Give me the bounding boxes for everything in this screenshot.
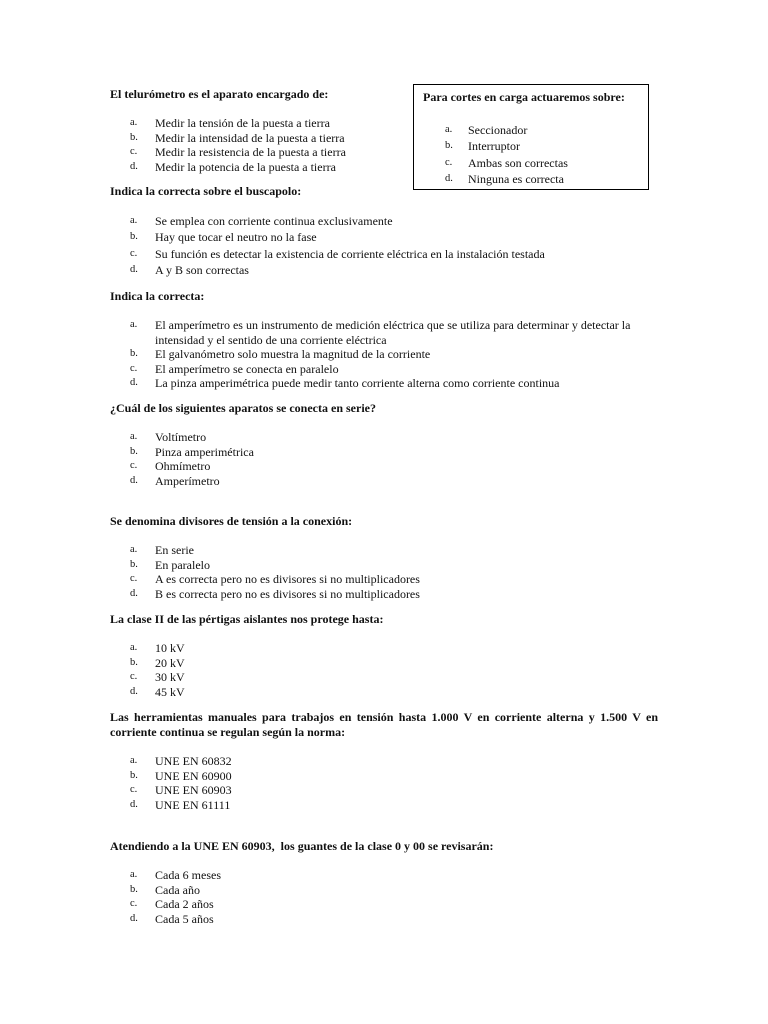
option-letter: b. bbox=[130, 769, 138, 781]
option-text: Medir la potencia de la puesta a tierra bbox=[155, 159, 336, 174]
option-letter: c. bbox=[130, 671, 138, 682]
option-text: En serie bbox=[155, 543, 194, 557]
question-buscapolo bbox=[110, 184, 658, 278]
question-title: Indica la correcta sobre el buscapolo: bbox=[110, 184, 302, 198]
option-text: Ambas son correctas bbox=[468, 155, 568, 170]
question-indica-la-correcta bbox=[110, 289, 658, 391]
option-item bbox=[110, 783, 658, 798]
question-pertigas-clase-ii bbox=[110, 612, 658, 699]
option-item bbox=[110, 868, 658, 883]
option-letter: b. bbox=[130, 348, 138, 359]
option-text: Cada 5 años bbox=[155, 911, 214, 926]
option-text: El galvanómetro solo muestra la magnitud de la corriente bbox=[155, 347, 431, 361]
option-text: Cada año bbox=[155, 882, 200, 897]
option-text: Su función es detectar la existencia de corriente eléctrica en la instalación testada bbox=[155, 246, 545, 261]
option-letter: a. bbox=[130, 319, 138, 330]
option-letter: d. bbox=[130, 685, 138, 697]
option-text: La pinza amperimétrica puede medir tanto corriente alterna como corriente continua bbox=[155, 376, 560, 390]
option-item bbox=[110, 685, 658, 700]
option-list bbox=[110, 430, 658, 488]
option-text: 45 kV bbox=[155, 684, 185, 699]
option-letter: a. bbox=[130, 755, 138, 766]
option-item bbox=[110, 459, 658, 474]
option-text: UNE EN 60832 bbox=[155, 754, 232, 768]
question-telurometro bbox=[110, 87, 400, 174]
option-letter: b. bbox=[130, 656, 138, 668]
option-letter: d. bbox=[130, 474, 138, 486]
option-item bbox=[110, 897, 658, 912]
option-letter: c. bbox=[130, 573, 138, 584]
option-text: UNE EN 60903 bbox=[155, 783, 232, 797]
option-text: A es correcta pero no es divisores si no multiplicadores bbox=[155, 572, 420, 586]
option-text: Voltímetro bbox=[155, 430, 207, 444]
option-letter: c. bbox=[130, 146, 138, 157]
option-list bbox=[110, 543, 658, 601]
option-letter: a. bbox=[130, 215, 138, 226]
option-item bbox=[110, 445, 658, 460]
question-title: ¿Cuál de los siguientes aparatos se conecta en serie? bbox=[110, 401, 376, 415]
option-text: A y B son correctas bbox=[155, 262, 249, 277]
option-text: UNE EN 60900 bbox=[155, 768, 232, 783]
option-item bbox=[110, 347, 658, 362]
option-item bbox=[110, 131, 400, 146]
option-text: Medir la intensidad de la puesta a tierra bbox=[155, 130, 345, 145]
option-item bbox=[423, 155, 648, 171]
question-guantes-une-en-60903 bbox=[110, 839, 658, 926]
option-item bbox=[110, 587, 658, 602]
option-item bbox=[423, 122, 648, 138]
option-text: Ohmímetro bbox=[155, 459, 211, 473]
option-letter: c. bbox=[130, 784, 138, 795]
option-item bbox=[110, 656, 658, 671]
option-text: UNE EN 61111 bbox=[155, 797, 231, 812]
option-letter: d. bbox=[130, 377, 138, 388]
option-item bbox=[110, 769, 658, 784]
option-item bbox=[110, 430, 658, 445]
option-letter: b. bbox=[130, 883, 138, 895]
option-list bbox=[110, 318, 658, 391]
option-letter: c. bbox=[130, 898, 138, 909]
option-item bbox=[110, 362, 658, 377]
option-list bbox=[423, 122, 648, 187]
option-text: Cada 6 meses bbox=[155, 868, 221, 882]
option-item bbox=[110, 670, 658, 685]
option-letter: a. bbox=[130, 544, 138, 555]
option-text: 20 kV bbox=[155, 655, 185, 670]
option-letter: b. bbox=[130, 131, 138, 143]
option-text: En paralelo bbox=[155, 557, 210, 572]
option-item bbox=[110, 798, 658, 813]
option-letter: a. bbox=[130, 431, 138, 442]
option-item bbox=[110, 572, 658, 587]
option-text: Seccionador bbox=[468, 123, 528, 137]
option-letter: d. bbox=[130, 263, 138, 275]
option-text: Se emplea con corriente continua exclusivamente bbox=[155, 214, 393, 228]
option-item bbox=[110, 641, 658, 656]
option-item bbox=[110, 213, 658, 229]
question-box-cortes-en-carga bbox=[413, 84, 649, 190]
option-item bbox=[110, 376, 658, 391]
option-letter: b. bbox=[445, 140, 453, 152]
question-title: Las herramientas manuales para trabajos en tensión hasta 1.000 V en corriente alterna y 1.500 V en corriente continua se regulan según la norma: bbox=[110, 710, 658, 739]
option-text: B es correcta pero no es divisores si no multiplicadores bbox=[155, 586, 420, 601]
option-text: Cada 2 años bbox=[155, 897, 214, 911]
option-text: Amperímetro bbox=[155, 473, 220, 488]
option-item bbox=[110, 229, 658, 245]
option-letter: a. bbox=[130, 642, 138, 653]
option-letter: d. bbox=[130, 912, 138, 924]
option-text: Pinza amperimétrica bbox=[155, 444, 254, 459]
option-letter: a. bbox=[130, 117, 138, 128]
option-letter: d. bbox=[130, 798, 138, 810]
option-text: El amperímetro es un instrumento de medición eléctrica que se utiliza para determinar y detectar la intensidad y el sentido de una corriente eléctrica bbox=[155, 318, 631, 347]
option-letter: c. bbox=[130, 247, 138, 259]
option-letter: a. bbox=[130, 869, 138, 880]
option-item bbox=[110, 246, 658, 262]
option-list bbox=[110, 213, 658, 278]
option-letter: b. bbox=[130, 231, 138, 243]
question-conecta-en-serie bbox=[110, 401, 658, 488]
option-letter: d. bbox=[130, 587, 138, 599]
question-title: La clase II de las pértigas aislantes nos protege hasta: bbox=[110, 612, 384, 626]
option-item bbox=[110, 912, 658, 927]
option-item bbox=[110, 318, 658, 347]
option-item bbox=[110, 145, 400, 160]
question-title: Para cortes en carga actuaremos sobre: bbox=[423, 90, 625, 104]
option-item bbox=[110, 116, 400, 131]
option-item bbox=[423, 138, 648, 154]
question-herramientas-manuales bbox=[110, 710, 658, 812]
question-title: El telurómetro es el aparato encargado de: bbox=[110, 87, 329, 101]
option-text: El amperímetro se conecta en paralelo bbox=[155, 361, 339, 376]
option-item bbox=[110, 543, 658, 558]
question-divisores-de-tension bbox=[110, 514, 658, 601]
option-letter: b. bbox=[130, 558, 138, 570]
option-list bbox=[110, 868, 658, 926]
option-item bbox=[110, 474, 658, 489]
option-letter: d. bbox=[445, 172, 453, 184]
option-text: 30 kV bbox=[155, 670, 185, 684]
option-letter: c. bbox=[130, 460, 138, 471]
option-item bbox=[110, 160, 400, 175]
question-title: Se denomina divisores de tensión a la conexión: bbox=[110, 514, 353, 528]
option-letter: b. bbox=[130, 445, 138, 457]
option-text: 10 kV bbox=[155, 641, 185, 655]
option-text: Hay que tocar el neutro no la fase bbox=[155, 230, 317, 245]
option-list bbox=[110, 754, 658, 812]
option-text: Ninguna es correcta bbox=[468, 171, 564, 186]
option-list bbox=[110, 641, 658, 699]
question-title: Atendiendo a la UNE EN 60903, los guantes de la clase 0 y 00 se revisarán: bbox=[110, 839, 494, 853]
option-list bbox=[110, 116, 400, 174]
option-letter: c. bbox=[130, 362, 138, 374]
option-letter: d. bbox=[130, 160, 138, 172]
option-text: Medir la resistencia de la puesta a tierra bbox=[155, 145, 346, 159]
option-letter: c. bbox=[445, 156, 453, 168]
option-text: Medir la tensión de la puesta a tierra bbox=[155, 116, 330, 130]
option-item bbox=[110, 262, 658, 278]
option-text: Interruptor bbox=[468, 139, 520, 154]
question-title: Indica la correcta: bbox=[110, 289, 205, 303]
option-item bbox=[110, 883, 658, 898]
option-item bbox=[110, 754, 658, 769]
option-letter: a. bbox=[445, 124, 453, 135]
option-item bbox=[110, 558, 658, 573]
